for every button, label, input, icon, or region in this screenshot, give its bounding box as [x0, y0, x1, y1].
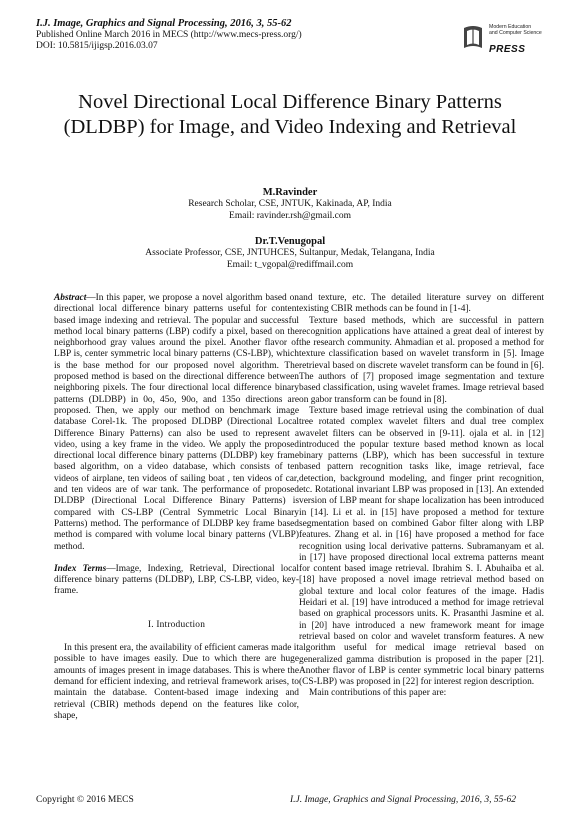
- abstract-text: —In this paper, we propose a novel algorithm based on directional local difference binary patterns useful for content based image indexing and retrieval. The popular and successful method local binary patterns (LBP) codify a pixel, based on the neighborhood gray values around the pixel. Another flavor of LBP is, center symmetric local binary patterns (CS-LBP), which is the base method for our proposed novel algorithm. The proposed method is based on the directional difference between neighboring pixels. The four directional local difference binary patterns (DLDBP) in 0o, 45o, 90o, and 135o directions are proposed. Then, we apply our method on benchmark image database Corel-1k. The proposed DLDBP (Directional Local Difference Binary Patterns) can also be used to represent a video, using a key frame in the video. We apply the proposed directional local difference binary patterns (DLDBP) key frame based algorithm, on a video database, which consists of ten videos of airplane, ten videos of sailing boat , ten videos of car, and ten videos are of war tank. The performance of proposed DLDBP (Directional Local Difference Binary Patterns) is compared with CS-LBP (Central Symmetric Local Binary Patterns) method. The performance of DLDBP key frame based method is compared with volume local binary patterns (VLBP) method.: [54, 293, 299, 552]
- left-column: [54, 293, 299, 722]
- index-terms: [54, 564, 299, 598]
- journal-header: [36, 17, 456, 52]
- author-affiliation: Associate Professor, CSE, JNTUHCES, Sultanpur, Medak, Telangana, India: [145, 248, 435, 258]
- journal-title: I.J. Image, Graphics and Signal Processing, 2016, 3, 55-62: [36, 18, 292, 29]
- introduction-paragraph: In this present era, the availability of efficient cameras made it possible to have images easily. Due to which there are huge amounts of images present in image databases. This is where the demand for efficient indexing, and retrieval framework arises, to maintain the database. Content-based image indexing and retrieval (CBIR) methods depend on the features like color, shape,: [54, 643, 299, 721]
- doi: DOI: 10.5815/ijigsp.2016.03.07: [36, 41, 158, 51]
- author-name: M.Ravinder: [262, 187, 318, 198]
- abstract: [54, 293, 299, 553]
- mecs-press-logo: [461, 20, 551, 62]
- logo-mark-icon: [461, 22, 485, 52]
- logo-press: PRESS: [489, 44, 526, 55]
- footer-copyright: Copyright © 2016 MECS: [36, 795, 134, 805]
- paper-title: Novel Directional Local Difference Binary Patterns (DLDBP) for Image, and Video Indexing and Retrieval: [63, 91, 517, 138]
- section-heading: I. Introduction: [147, 619, 206, 630]
- author-name: Dr.T.Venugopal: [254, 236, 326, 247]
- body-paragraph: Texture based image retrieval using the combination of dual tree rotated complex wavelet filters and dual tree complex wavelet filters can be observed in [9-11]. ojala et al. in [12] introduced the popular texture based method known as local binary patterns (LBP), which has been successful in texture based pattern recognition tasks like, image retrieval, face detection, background modeling, and finger print recognition, etc. Rotational invariant LBP was proposed in [13]. An extended version of LBP meant for shape localization has been introduced in [14]. Li et al. in [15] have proposed a method for texture segmentation based on combined Gabor filter along with LBP features. Zhang et al. in [16] have proposed a method for face recognition using local derivative patterns. Subramanyam et al. in [17] have proposed directional local extrema patterns meant for content based image retrieval. Ibrahim S. I. Abuhaiba et al. [18] have proposed a novel image retrieval method based on global texture and local color features of the image. Hadis Heidari et al. [19] have introduced a method for image retrieval based on graphical processors units. K. Prasanthi Jasmine et al. in [20] have introduced a new framework meant for image retrieval based on color and wavelet transform features. A new algorithm useful for medical image retrieval based on generalized gamma distribution is proposed in the paper [21]. Another flavor of LBP is center symmetric local binary patterns (CS-LBP) was proposed in [22] for interest region description.: [299, 405, 544, 688]
- author-affiliation: Research Scholar, CSE, JNTUK, Kakinada, AP, India: [188, 199, 392, 209]
- index-terms-label: Index Terms: [54, 563, 107, 574]
- footer-journal: I.J. Image, Graphics and Signal Processing, 2016, 3, 55-62: [290, 795, 517, 805]
- logo-line-2: and Computer Science: [489, 30, 542, 36]
- abstract-label: Abstract: [54, 293, 87, 303]
- logo-line-1: Modern Education: [489, 24, 532, 30]
- author-email: Email: t_vgopal@rediffmail.com: [226, 259, 354, 270]
- author-email: Email: ravinder.rsh@gmail.com: [229, 210, 351, 221]
- published-online: Published Online March 2016 in MECS (http://www.mecs-press.org/): [36, 30, 302, 40]
- body-paragraph: Main contributions of this paper are:: [309, 688, 447, 699]
- index-terms-text: —Image, Indexing, Retrieval, Directional local difference binary patterns (DLDBP), LBP, CS-LBP, video, key-frame.: [54, 563, 300, 597]
- author-1: [40, 186, 540, 222]
- body-paragraph: and texture, etc. The detailed literature survey on different existing CBIR methods can be found in [1-4].: [299, 293, 544, 315]
- body-paragraph: Texture based methods, which are successful in pattern recognition applications have attained a great deal of interest by the research community. Ahmadian et al. proposed a method for texture classification based on wavelet transform in [5]. Image retrieval based on discrete wavelet transform can be found in [6]. The authors of [7] proposed image segmentation and texture based classification, using wavelet frames. Image retrieval based on gabor transform can be found in [8].: [299, 315, 544, 405]
- author-2: [40, 235, 540, 271]
- logo-text: [489, 24, 542, 36]
- right-column: [299, 293, 544, 700]
